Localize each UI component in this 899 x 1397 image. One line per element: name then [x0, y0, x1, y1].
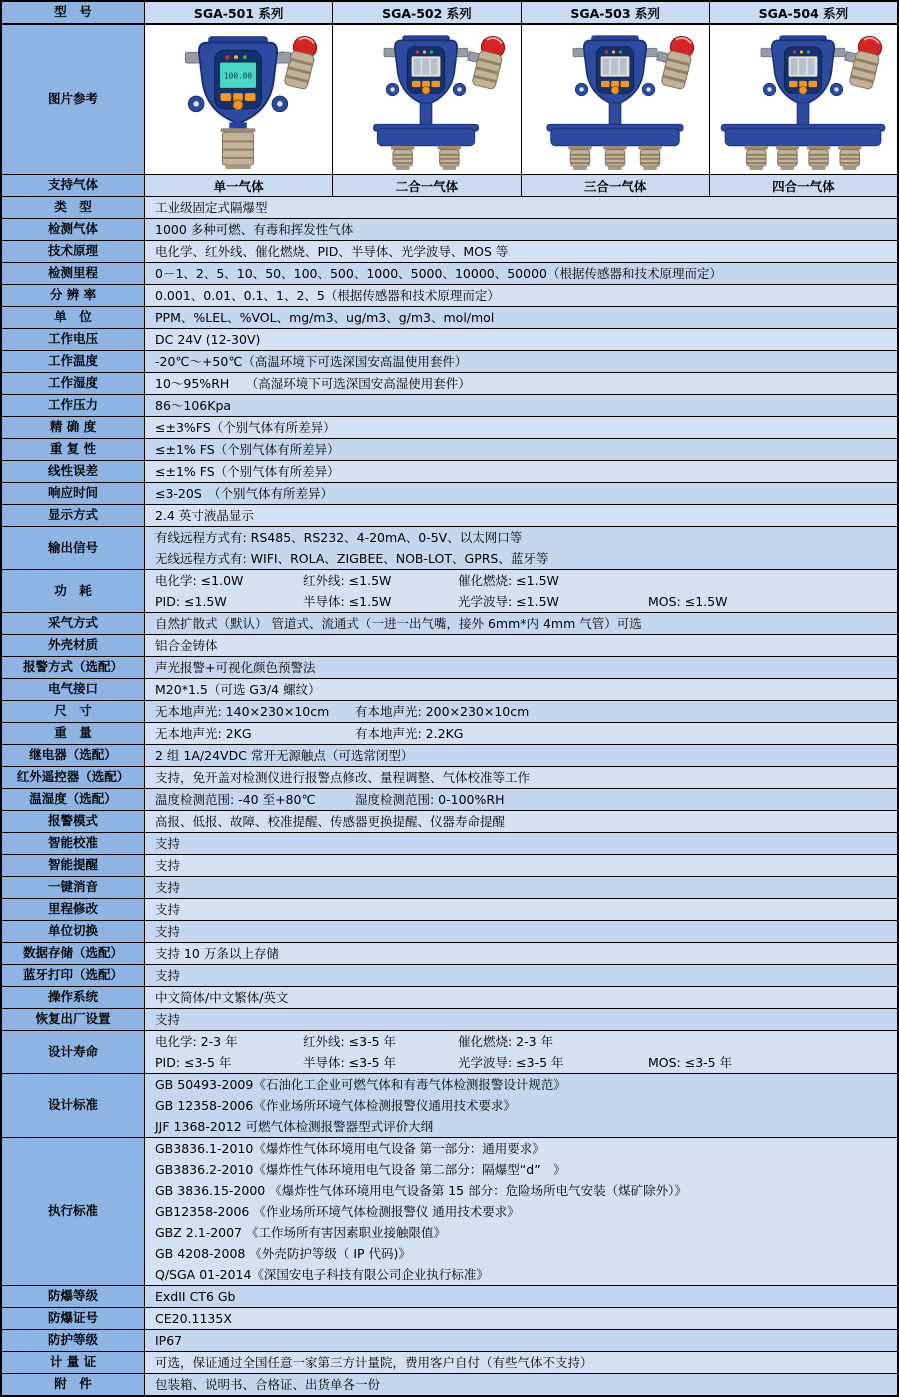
spec-value: 支持: [155, 968, 181, 983]
spec-value: ExdII CT6 Gb: [155, 1289, 236, 1304]
spec-label: 功 耗: [2, 570, 145, 612]
spec-value-line: 有线远程方式有: RS485、RS232、4-20mA、0-5V、以太网口等: [155, 530, 523, 545]
spec-value-cell: [145, 307, 897, 328]
supported-gas-cell: 二合一气体: [333, 175, 521, 196]
spec-row: [2, 329, 897, 351]
spec-value: 支持: [155, 1012, 181, 1027]
spec-value: PPM、%LEL、%VOL、mg/m3、ug/m3、g/m3、mol/mol: [155, 310, 495, 325]
spec-value-cell: [145, 855, 897, 876]
spec-grid-item: [648, 570, 897, 591]
spec-grid-item: PID: ≤3-5 年: [155, 1055, 232, 1070]
spec-row: [2, 767, 897, 789]
spec-value-line: GB3836.2-2010《爆炸性气体环境用电气设备 第二部分：隔爆型“d” 》: [155, 1162, 566, 1177]
spec-label: 重 复 性: [2, 439, 145, 460]
spec-value-cell: [145, 987, 897, 1008]
spec-value: 支持: [155, 836, 181, 851]
spec-value: 0.001、0.01、0.1、1、2、5（根据传感器和技术原理而定）: [155, 288, 500, 303]
product-image-cell: [522, 25, 710, 174]
spec-label: 显示方式: [2, 505, 145, 526]
spec-value-cell: [145, 899, 897, 920]
spec-label: 附 件: [2, 1374, 145, 1395]
model-name: SGA-502 系列: [333, 2, 521, 23]
spec-value: 自然扩散式（默认） 管道式、流通式（一进一出气嘴，接外 6mm*内 4mm 气管）可选: [155, 616, 642, 631]
spec-value: M20*1.5（可选 G3/4 螺纹）: [155, 682, 321, 697]
spec-label: 工作温度: [2, 351, 145, 372]
spec-value-cell: [145, 943, 897, 964]
spec-value: DC 24V (12-30V): [155, 332, 261, 347]
spec-value: 声光报警+可视化颜色预警法: [155, 660, 316, 675]
detector-image: [711, 27, 896, 172]
spec-label: 一键消音: [2, 877, 145, 898]
spec-value-cell: [145, 285, 897, 306]
spec-value-cell: [145, 1352, 897, 1373]
spec-value-grid-row: [155, 591, 897, 612]
spec-value-cell: [145, 701, 897, 722]
spec-value: 支持: [155, 858, 181, 873]
spec-row: [2, 877, 897, 899]
spec-value-cell: [145, 833, 897, 854]
supported-gas-cell: 四合一气体: [710, 175, 897, 196]
spec-value-grid-row: [155, 570, 897, 591]
spec-value-cell: [145, 877, 897, 898]
image-reference-row: [2, 25, 897, 175]
detector-body: [186, 37, 291, 124]
spec-grid-item: 电化学: ≤1.0W: [155, 573, 244, 588]
spec-value: 包装箱、说明书、合格证、出货单各一份: [155, 1377, 381, 1392]
spec-row: [2, 1374, 897, 1395]
spec-row: [2, 439, 897, 461]
spec-row: [2, 461, 897, 483]
spec-value: ≤±1% FS（个别气体有所差异）: [155, 464, 340, 479]
spec-value: 86～106Kpa: [155, 398, 232, 413]
sensor-cylinder: [838, 146, 861, 170]
spec-value-cell: [145, 329, 897, 350]
spec-value: 中文简体/中文繁体/英文: [155, 990, 289, 1005]
spec-label: 电气接口: [2, 679, 145, 700]
spec-row: [2, 285, 897, 307]
spec-row: [2, 855, 897, 877]
detector-body: [384, 36, 468, 105]
spec-value-line: GB 50493-2009《石油化工企业可燃气体和有毒气体检测报警设计规范》: [155, 1077, 566, 1092]
spec-label: 尺 寸: [2, 701, 145, 722]
alarm-beacon-icon: [463, 32, 508, 90]
product-image-cell: [710, 25, 897, 174]
spec-row: [2, 263, 897, 285]
spec-value-cell: [145, 789, 897, 810]
spec-label: 单位切换: [2, 921, 145, 942]
sensor-cylinder: [603, 146, 626, 170]
spec-value-cell: [145, 197, 897, 218]
spec-label: 操作系统: [2, 987, 145, 1008]
spec-value: 支持: [155, 880, 181, 895]
spec-value-cell: [145, 613, 897, 634]
spec-value-cell: [145, 483, 897, 504]
spec-value: 铝合金铸体: [155, 638, 218, 653]
spec-value-cell: [145, 635, 897, 656]
spec-label: 设计标准: [2, 1074, 145, 1137]
spec-row: [2, 635, 897, 657]
spec-col-item: 湿度检测范围: 0-100%RH: [355, 792, 505, 807]
spec-value: CE20.1135X: [155, 1311, 232, 1326]
spec-row: [2, 1352, 897, 1374]
alarm-beacon-icon: [651, 32, 696, 90]
spec-value-line: GBZ 2.1-2007 《工作场所有害因素职业接触限值》: [155, 1225, 446, 1240]
spec-value-cell: [145, 461, 897, 482]
spec-grid-item: 红外线: ≤1.5W: [303, 573, 392, 588]
spec-row: [2, 1138, 897, 1286]
spec-value-cell: [145, 395, 897, 416]
spec-row: [2, 527, 897, 570]
spec-value-cell: [145, 921, 897, 942]
supported-gas-row: [2, 175, 897, 197]
spec-label: 采气方式: [2, 613, 145, 634]
sensor-cylinder: [391, 146, 414, 170]
detector-body: [573, 36, 657, 105]
spec-label: 智能校准: [2, 833, 145, 854]
spec-row: [2, 373, 897, 395]
model-header-row: [2, 2, 897, 25]
spec-value: ≤±1% FS（个别气体有所差异）: [155, 442, 340, 457]
model-name: SGA-503 系列: [522, 2, 710, 23]
gas-row-label: 支持气体: [2, 175, 145, 196]
spec-label: 工作压力: [2, 395, 145, 416]
spec-row: [2, 351, 897, 373]
spec-value: 支持 10 万条以上存储: [155, 946, 279, 961]
spec-value: ≤±3%FS（个别气体有所差异）: [155, 420, 336, 435]
spec-value-cell: [145, 263, 897, 284]
spec-row: [2, 987, 897, 1009]
spec-grid-item: 半导体: ≤1.5W: [303, 594, 392, 609]
model-row-label: 型 号: [2, 2, 145, 23]
spec-value: -20℃～+50℃（高温环境下可选深国安高温使用套件）: [155, 354, 468, 369]
spec-row: [2, 613, 897, 635]
spec-row: [2, 1308, 897, 1330]
alarm-beacon-icon: [839, 32, 884, 90]
spec-label: 蓝牙打印（选配）: [2, 965, 145, 986]
spec-row: [2, 1031, 897, 1074]
spec-value-cell: [145, 965, 897, 986]
screen-reading: 100.00: [224, 71, 253, 81]
spec-label: 输出信号: [2, 527, 145, 569]
spec-value-grid-row: [155, 1052, 897, 1073]
spec-row: [2, 483, 897, 505]
spec-col-item: 无本地声光: 2KG: [155, 726, 252, 741]
spec-label: 外壳材质: [2, 635, 145, 656]
spec-value-line: Q/SGA 01-2014《深国安电子科技有限公司企业执行标准》: [155, 1267, 489, 1282]
spec-label: 线性误差: [2, 461, 145, 482]
spec-grid-item: 电化学: 2-3 年: [155, 1034, 238, 1049]
spec-value-columns: [155, 789, 897, 810]
spec-value: ≤3-20S （个别气体有所差异）: [155, 486, 334, 501]
spec-value: 电化学、红外线、催化燃烧、PID、半导体、光学波导、MOS 等: [155, 244, 509, 259]
spec-label: 温湿度（选配）: [2, 789, 145, 810]
spec-row: [2, 1286, 897, 1308]
spec-row: [2, 505, 897, 527]
spec-col-item: 无本地声光: 140×230×10cm: [155, 704, 330, 719]
spec-value-cell: [145, 351, 897, 372]
spec-label: 精 确 度: [2, 417, 145, 438]
spec-value-cell: [145, 811, 897, 832]
spec-row: [2, 943, 897, 965]
image-row-label: 图片参考: [2, 25, 145, 174]
sensor-cylinder: [438, 146, 461, 170]
spec-row: [2, 1074, 897, 1138]
spec-label: 技术原理: [2, 241, 145, 262]
spec-value-cell: [145, 1138, 897, 1285]
spec-grid-item: [648, 1031, 897, 1052]
spec-label: 工作电压: [2, 329, 145, 350]
product-image-cell: [333, 25, 521, 174]
spec-label: 响应时间: [2, 483, 145, 504]
spec-value-cell: [145, 1074, 897, 1137]
spec-value: 10～95%RH （高湿环境下可选深国安高湿使用套件）: [155, 376, 471, 391]
spec-value: IP67: [155, 1333, 183, 1348]
spec-value-line: GB 4208-2008 《外壳防护等级（ IP 代码)》: [155, 1246, 411, 1261]
spec-value-line: GB3836.1-2010《爆炸性气体环境用电气设备 第一部分：通用要求》: [155, 1141, 545, 1156]
spec-label: 类 型: [2, 197, 145, 218]
spec-row: [2, 745, 897, 767]
spec-value-cell: [145, 219, 897, 240]
sensor-cylinder: [744, 146, 767, 170]
sensor-cylinder: [568, 146, 591, 170]
spec-label: 智能提醒: [2, 855, 145, 876]
spec-row: [2, 899, 897, 921]
spec-value-cell: [145, 417, 897, 438]
supported-gas-cell: 单一气体: [145, 175, 333, 196]
sensor-cylinder: [807, 146, 830, 170]
spec-value: 支持，免开盖对检测仪进行报警点修改、量程调整、气体校准等工作: [155, 770, 531, 785]
spec-row: [2, 241, 897, 263]
spec-label: 报警模式: [2, 811, 145, 832]
spec-grid-item: 催化燃烧: ≤1.5W: [458, 573, 559, 588]
spec-label: 重 量: [2, 723, 145, 744]
spec-value-cell: [145, 723, 897, 744]
spec-row: [2, 789, 897, 811]
spec-value-cell: [145, 1308, 897, 1329]
spec-label: 防爆证号: [2, 1308, 145, 1329]
spec-col-item: 有本地声光: 2.2KG: [355, 726, 464, 741]
spec-value-cell: [145, 1031, 897, 1073]
spec-label: 防爆等级: [2, 1286, 145, 1307]
spec-row: [2, 197, 897, 219]
spec-value-line: 无线远程方式有: WIFI、ROLA、ZIGBEE、NOB-LOT、GPRS、蓝牙等: [155, 551, 549, 566]
spec-value-line: GB 3836.15-2000 《爆炸性气体环境用电气设备第 15 部分：危险场所电气安装（煤矿除外）》: [155, 1183, 687, 1198]
spec-value-columns: [155, 723, 897, 744]
model-name: SGA-504 系列: [710, 2, 897, 23]
spec-label: 执行标准: [2, 1138, 145, 1285]
spec-value-cell: [145, 505, 897, 526]
spec-row: [2, 570, 897, 613]
spec-label: 工作湿度: [2, 373, 145, 394]
spec-value: 2.4 英寸液晶显示: [155, 508, 254, 523]
spec-row: [2, 395, 897, 417]
spec-value-cell: [145, 373, 897, 394]
spec-label: 红外遥控器（选配）: [2, 767, 145, 788]
detector-image: [146, 27, 331, 172]
spec-grid-item: 催化燃烧: 2-3 年: [458, 1034, 554, 1049]
spec-label: 单 位: [2, 307, 145, 328]
spec-grid-item: 半导体: ≤3-5 年: [303, 1055, 397, 1070]
spec-value-columns: [155, 701, 897, 722]
spec-row: [2, 921, 897, 943]
spec-value-line: GB 12358-2006《作业场所环境气体检测报警仪通用技术要求》: [155, 1098, 516, 1113]
spec-label: 防护等级: [2, 1330, 145, 1351]
spec-label: 计 量 证: [2, 1352, 145, 1373]
spec-row: [2, 219, 897, 241]
spec-label: 继电器（选配）: [2, 745, 145, 766]
spec-label: 恢复出厂设置: [2, 1009, 145, 1030]
spec-grid-item: 光学波导: ≤1.5W: [458, 594, 559, 609]
spec-value: 工业级固定式隔爆型: [155, 200, 268, 215]
spec-value-line: JJF 1368-2012 可燃气体检测报警器型式评价大纲: [155, 1119, 434, 1134]
spec-row: [2, 417, 897, 439]
spec-value-cell: [145, 767, 897, 788]
spec-label: 里程修改: [2, 899, 145, 920]
spec-label: 检测里程: [2, 263, 145, 284]
sensor-cylinder: [638, 146, 661, 170]
product-image-cell: [145, 25, 333, 174]
spec-value-cell: [145, 679, 897, 700]
spec-grid-item: MOS: ≤1.5W: [648, 594, 728, 609]
supported-gas-cell: 三合一气体: [522, 175, 710, 196]
spec-row: [2, 679, 897, 701]
spec-label: 设计寿命: [2, 1031, 145, 1073]
spec-row: [2, 307, 897, 329]
model-name: SGA-501 系列: [145, 2, 333, 23]
spec-row: [2, 833, 897, 855]
spec-value-cell: [145, 1009, 897, 1030]
spec-value-cell: [145, 1374, 897, 1395]
spec-value: 0－1、2、5、10、50、100、500、1000、5000、10000、50000（根据传感器和技术原理而定）: [155, 266, 722, 281]
spec-grid-item: MOS: ≤3-5 年: [648, 1055, 733, 1070]
spec-value-cell: [145, 1330, 897, 1351]
spec-value: 可选，保证通过全国任意一家第三方计量院，费用客户自付（有些气体不支持）: [155, 1355, 593, 1370]
spec-row: [2, 1330, 897, 1352]
sensor-cylinder: [221, 128, 256, 169]
spec-value-line: GB12358-2006 《作业场所环境气体检测报警仪 通用技术要求》: [155, 1204, 520, 1219]
spec-label: 数据存储（选配）: [2, 943, 145, 964]
spec-row: [2, 811, 897, 833]
spec-row: [2, 1009, 897, 1031]
spec-value-cell: [145, 745, 897, 766]
spec-value: 支持: [155, 924, 181, 939]
spec-label: 报警方式（选配）: [2, 657, 145, 678]
spec-value-cell: [145, 657, 897, 678]
spec-grid-item: 光学波导: ≤3-5 年: [458, 1055, 564, 1070]
spec-value-cell: [145, 241, 897, 262]
spec-row: [2, 723, 897, 745]
spec-value: 1000 多种可燃、有毒和挥发性气体: [155, 222, 354, 237]
spec-label: 分 辨 率: [2, 285, 145, 306]
spec-col-item: 有本地声光: 200×230×10cm: [355, 704, 530, 719]
spec-grid-item: PID: ≤1.5W: [155, 594, 227, 609]
spec-col-item: 温度检测范围: -40 至+80℃: [155, 792, 316, 807]
spec-label: 检测气体: [2, 219, 145, 240]
spec-value-cell: [145, 527, 897, 569]
spec-row: [2, 701, 897, 723]
spec-value: 高报、低报、故障、校准提醒、传感器更换提醒、仪器寿命提醒: [155, 814, 506, 829]
detector-body: [761, 36, 845, 105]
detector-image: [523, 27, 708, 172]
spec-value-cell: [145, 570, 897, 612]
sensor-cylinder: [776, 146, 799, 170]
spec-value-cell: [145, 1286, 897, 1307]
spec-row: [2, 965, 897, 987]
spec-value-grid-row: [155, 1031, 897, 1052]
detector-image: [334, 27, 519, 172]
spec-value: 支持: [155, 902, 181, 917]
spec-value: 2 组 1A/24VDC 常开无源触点（可选常闭型）: [155, 748, 414, 763]
spec-grid-item: 红外线: ≤3-5 年: [303, 1034, 397, 1049]
spec-value-cell: [145, 439, 897, 460]
spec-row: [2, 657, 897, 679]
